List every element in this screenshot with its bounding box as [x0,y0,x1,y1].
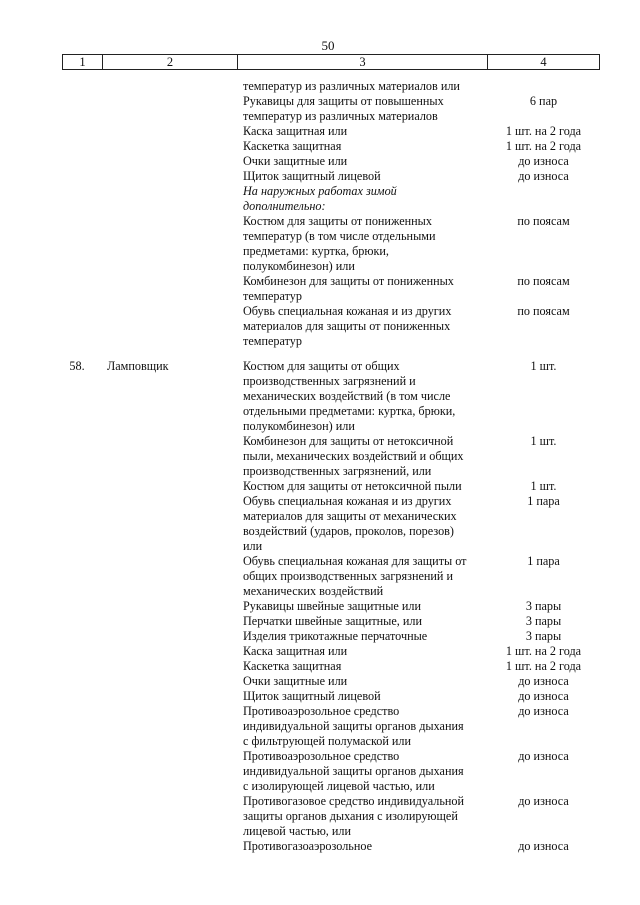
item-quantity: 1 шт. [530,479,557,493]
table-row [0,779,640,794]
table-row [0,79,640,94]
item-quantity: 1 шт. на 2 года [505,644,582,658]
table-row [0,214,640,229]
table-row [0,304,640,319]
item-quantity: до износа [518,839,569,853]
table-row [0,389,640,404]
item-description: Комбинезон для защиты от пониженных [243,274,454,288]
table-row [0,749,640,764]
table-row [0,229,640,244]
table-row [0,569,640,584]
table-row [0,674,640,689]
table-row [0,719,640,734]
table-row [0,94,640,109]
table-row [0,839,640,854]
item-quantity: 1 шт. на 2 года [505,659,582,673]
table-row [0,734,640,749]
item-quantity: 3 пары [525,614,562,628]
table-row [0,689,640,704]
header-col-4: 4 [540,55,547,69]
item-quantity: до износа [518,794,569,808]
table-row [0,494,640,509]
item-description: материалов для защиты от механических [243,509,457,523]
table-row [0,404,640,419]
item-quantity: до износа [518,749,569,763]
item-description: Каска защитная или [243,124,348,138]
item-description: Каскетка защитная [243,139,342,153]
item-description: полукомбинезон) или [243,419,355,433]
table-row [0,809,640,824]
item-quantity: 1 шт. на 2 года [505,139,582,153]
table-row [0,139,640,154]
entry-number: 58. [69,359,85,373]
item-description: лицевой частью, или [243,824,352,838]
table-row [0,289,640,304]
item-quantity: по поясам [517,274,570,288]
table-row [0,184,640,199]
item-quantity: 1 шт. на 2 года [505,124,582,138]
table-row [0,169,640,184]
item-description: Рукавицы швейные защитные или [243,599,421,613]
item-description: температур [243,289,302,303]
item-description: полукомбинезон) или [243,259,355,273]
item-description: температур из различных материалов или [243,79,460,93]
table-header [62,54,600,70]
table-row [0,479,640,494]
table-row [0,434,640,449]
item-description: производственных загрязнений, или [243,464,432,478]
item-quantity: 1 пара [527,494,560,508]
table-row [0,374,640,389]
table-row [0,659,640,674]
table-row [0,109,640,124]
item-description: Костюм для защиты от общих [243,359,400,373]
table-row [0,244,640,259]
item-description: воздействий (ударов, проколов, порезов) [243,524,454,538]
table-row [0,199,640,214]
item-description: отдельными предметами: куртка, брюки, [243,404,456,418]
item-quantity: 1 пара [527,554,560,568]
header-col-2: 2 [103,55,238,69]
item-description: материалов для защиты от пониженных [243,319,451,333]
item-description: индивидуальной защиты органов дыхания [243,764,464,778]
table-row [0,319,640,334]
table-row [0,614,640,629]
table-row [0,794,640,809]
item-quantity: до износа [518,704,569,718]
item-description: общих производственных загрязнений и [243,569,454,583]
entry-profession: Ламповщик [107,359,169,373]
table-row [0,274,640,289]
item-description: Противоаэрозольное средство [243,704,400,718]
item-description: температур из различных материалов [243,109,438,123]
item-description: пыли, механических воздействий и общих [243,449,464,463]
table-row [0,359,640,374]
table-row [0,704,640,719]
item-description: с изолирующей лицевой частью, или [243,779,435,793]
item-description: Обувь специальная кожаная для защиты от [243,554,467,568]
item-description: дополнительно: [243,199,326,213]
table-row [0,334,640,349]
item-description: или [243,539,263,553]
item-description: Рукавицы для защиты от повышенных [243,94,444,108]
item-description: Противогазовое средство индивидуальной [243,794,465,808]
item-quantity: до износа [518,689,569,703]
item-description: Щиток защитный лицевой [243,169,381,183]
item-description: механических воздействий [243,584,384,598]
item-description: механических воздействий (в том числе [243,389,451,403]
table-row [0,449,640,464]
item-description: Противоаэрозольное средство [243,749,400,763]
item-description: Очки защитные или [243,154,348,168]
item-quantity: до износа [518,154,569,168]
table-row [0,124,640,139]
item-description: индивидуальной защиты органов дыхания [243,719,464,733]
item-quantity: 3 пары [525,599,562,613]
item-description: предметами: куртка, брюки, [243,244,389,258]
item-description: Костюм для защиты от нетоксичной пыли [243,479,462,493]
table-row [0,764,640,779]
table-row [0,259,640,274]
item-description: производственных загрязнений и [243,374,416,388]
item-description: Щиток защитный лицевой [243,689,381,703]
item-quantity: 6 пар [529,94,558,108]
page-number: 50 [321,38,335,53]
item-description: Обувь специальная кожаная и из других [243,494,452,508]
table-row [0,599,640,614]
item-description: Костюм для защиты от пониженных [243,214,432,228]
item-quantity: по поясам [517,304,570,318]
item-quantity: 1 шт. [530,359,557,373]
item-quantity: 3 пары [525,629,562,643]
table-row [0,524,640,539]
item-description: Изделия трикотажные перчаточные [243,629,428,643]
item-description: Очки защитные или [243,674,348,688]
table-row [0,464,640,479]
item-description: Комбинезон для защиты от нетоксичной [243,434,454,448]
item-description: температур [243,334,302,348]
table-row [0,554,640,569]
table-row [0,644,640,659]
table-row [0,419,640,434]
item-quantity: по поясам [517,214,570,228]
header-col-3: 3 [238,55,488,69]
table-row [0,629,640,644]
table-row [0,584,640,599]
item-description: защиты органов дыхания с изолирующей [243,809,458,823]
table-row [0,154,640,169]
item-description: На наружных работах зимой [243,184,397,198]
item-quantity: до износа [518,169,569,183]
item-description: Обувь специальная кожаная и из других [243,304,452,318]
item-quantity: 1 шт. [530,434,557,448]
item-description: Перчатки швейные защитные, или [243,614,423,628]
item-description: Каска защитная или [243,644,348,658]
item-description: температур (в том числе отдельными [243,229,436,243]
table-row [0,539,640,554]
table-row [0,824,640,839]
header-col-1: 1 [63,55,103,69]
item-quantity: до износа [518,674,569,688]
item-description: Каскетка защитная [243,659,342,673]
table-row [0,509,640,524]
item-description: Противогазоаэрозольное [243,839,373,853]
item-description: с фильтрующей полумаской или [243,734,412,748]
